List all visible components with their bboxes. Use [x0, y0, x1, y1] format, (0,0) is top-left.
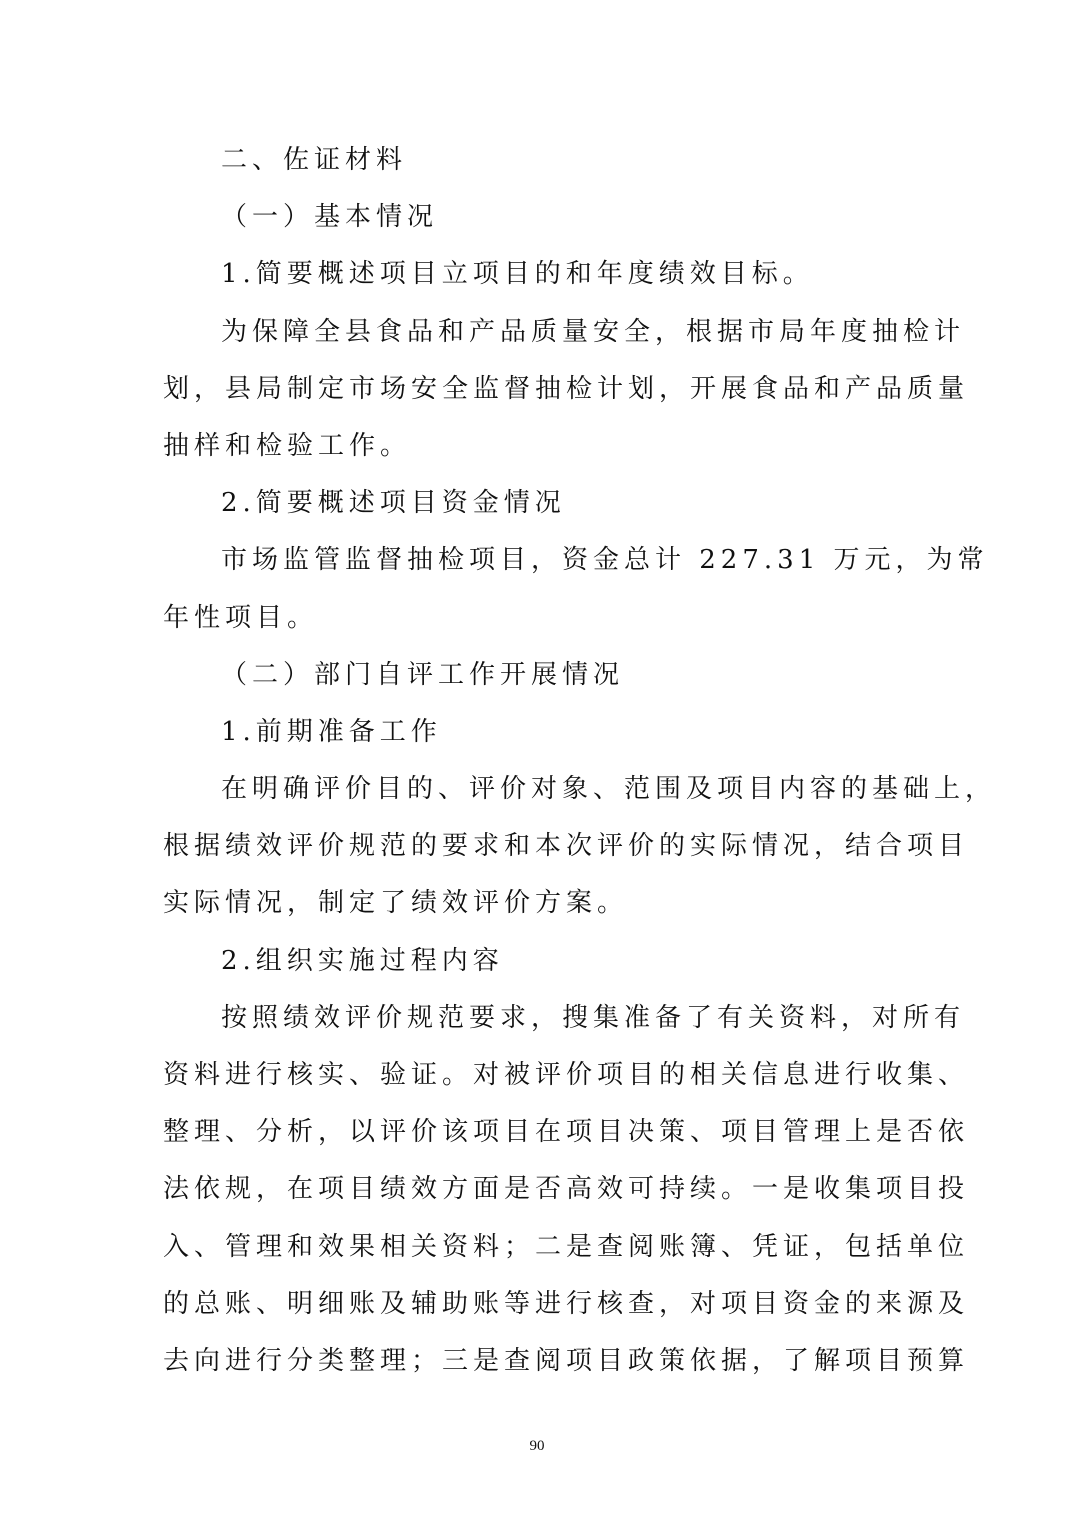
item-heading: 2.组织实施过程内容 [221, 945, 504, 976]
paragraph-line: 在明确评价目的、评价对象、范围及项目内容的基础上， [221, 774, 997, 805]
paragraph-line: 划，县局制定市场安全监督抽检计划，开展食品和产品质量 [163, 373, 970, 404]
paragraph-line: 资料进行核实、验证。对被评价项目的相关信息进行收集、 [163, 1060, 970, 1090]
paragraph-line: 去向进行分类整理；三是查阅项目政策依据，了解项目预算 [163, 1345, 970, 1376]
paragraph-line: 为保障全县食品和产品质量安全，根据市局年度抽检计 [221, 316, 966, 347]
paragraph-line: 的总账、明细账及辅助账等进行核查，对项目资金的来源及 [163, 1288, 970, 1319]
paragraph-line: 法依规，在项目绩效方面是否高效可持续。一是收集项目投 [163, 1174, 970, 1205]
paragraph-line: 根据绩效评价规范的要求和本次评价的实际情况，结合项目 [163, 831, 970, 862]
section-heading: 二、佐证材料 [221, 145, 408, 175]
subsection-heading: （一）基本情况 [221, 202, 439, 233]
paragraph-line: 市场监管监督抽检项目，资金总计 227.31 万元，为常 [221, 545, 989, 576]
page-number: 90 [529, 1438, 545, 1454]
paragraph-line: 抽样和检验工作。 [163, 430, 412, 461]
document-body [163, 132, 997, 1390]
paragraph-line: 入、管理和效果相关资料；二是查阅账簿、凭证，包括单位 [163, 1231, 970, 1262]
paragraph-line: 年性项目。 [163, 602, 319, 633]
paragraph-line: 实际情况，制定了绩效评价方案。 [163, 888, 629, 919]
item-heading: 1.前期准备工作 [221, 716, 442, 747]
item-heading: 1.简要概述项目立项目的和年度绩效目标。 [221, 259, 814, 290]
paragraph-line: 整理、分析，以评价该项目在项目决策、项目管理上是否依 [163, 1117, 970, 1148]
item-heading: 2.简要概述项目资金情况 [221, 488, 566, 519]
subsection-heading: （二）部门自评工作开展情况 [221, 659, 625, 690]
paragraph-line: 按照绩效评价规范要求，搜集准备了有关资料，对所有 [221, 1002, 966, 1033]
